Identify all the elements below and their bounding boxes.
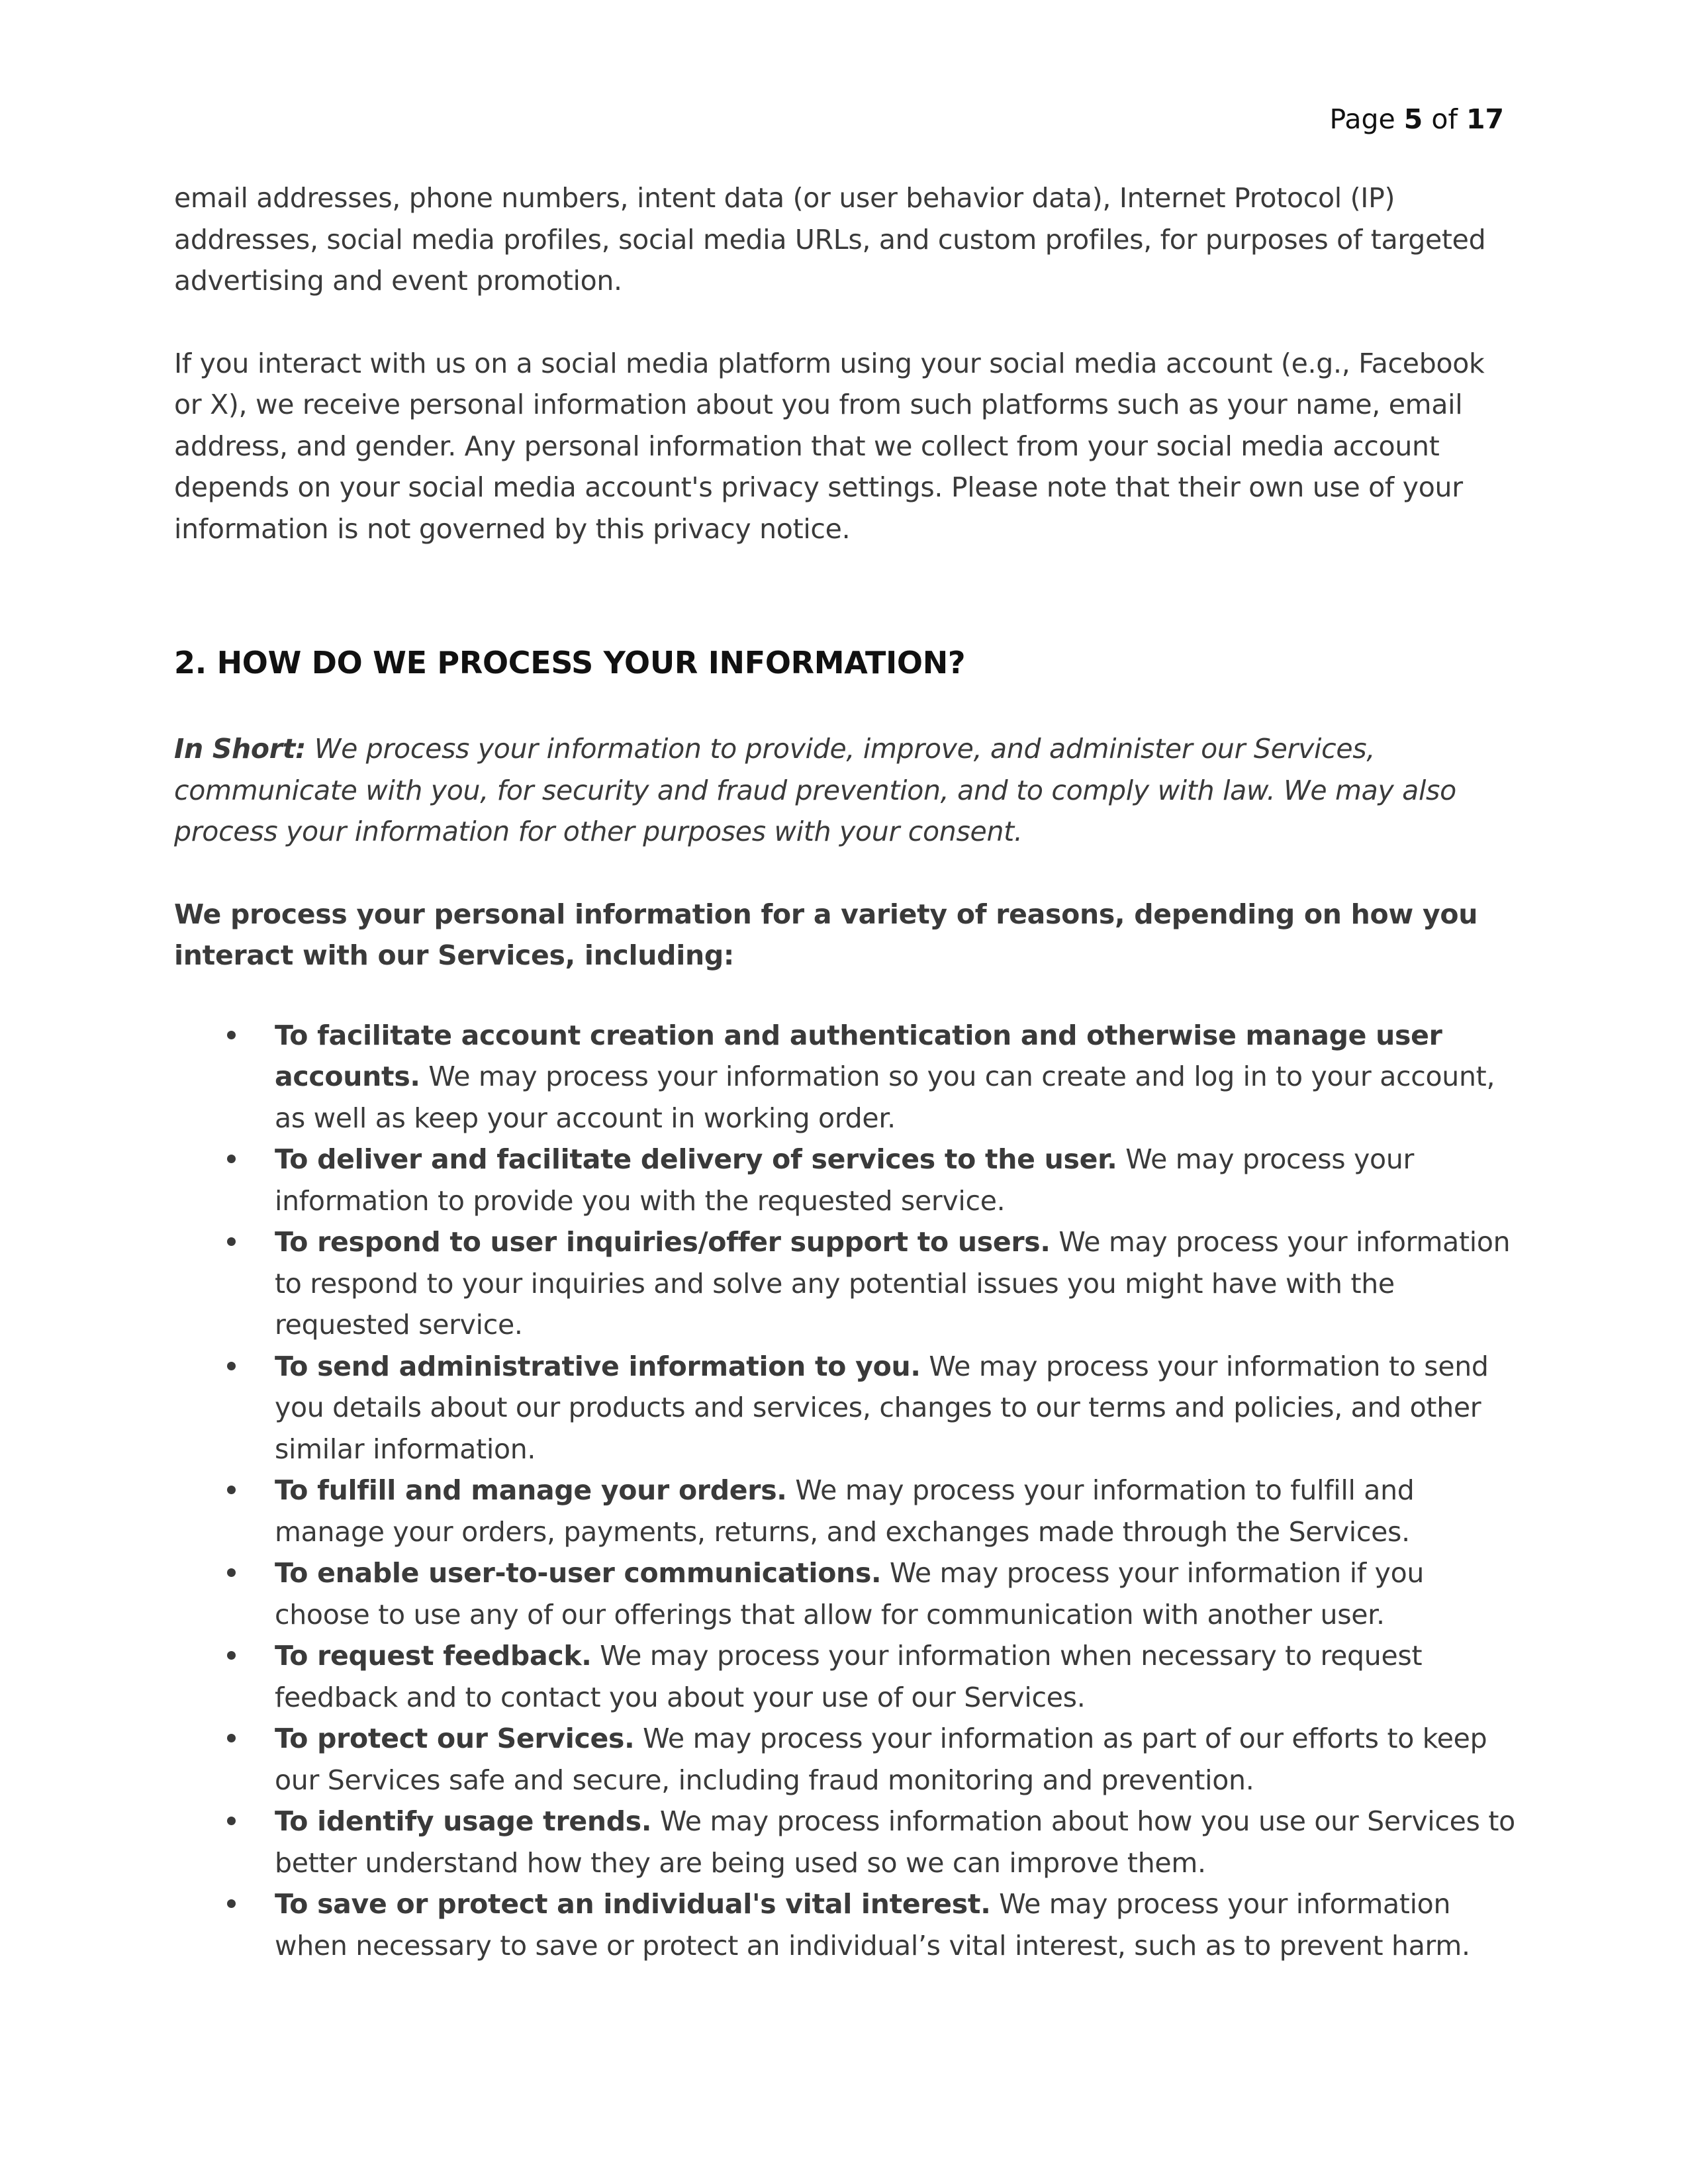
- reasons-list: [174, 1015, 1518, 1967]
- bullet-icon: [227, 1486, 236, 1494]
- list-item-text: We may process your information when necessary to save or protect an individual’s vital interest, such as to prevent harm.: [275, 1888, 1470, 1962]
- list-item-text: We may process your information to send you details about our products and services, changes to our terms and policies, and other similar information.: [275, 1350, 1489, 1465]
- list-item-lead: To send administrative information to you.: [275, 1350, 921, 1382]
- list-item: [174, 1552, 1518, 1635]
- list-item-text: We may process your information to provide you with the requested service.: [275, 1143, 1415, 1217]
- page-of: of: [1431, 103, 1458, 135]
- list-item-text: We may process your information to fulfill and manage your orders, payments, returns, and exchanges made through the Services.: [275, 1474, 1415, 1548]
- list-item: [174, 1718, 1518, 1801]
- list-item-lead: To deliver and facilitate delivery of services to the user.: [275, 1143, 1117, 1175]
- list-item-lead: To respond to user inquiries/offer support to users.: [275, 1226, 1051, 1258]
- bullet-icon: [227, 1237, 236, 1246]
- bullet-icon: [227, 1651, 236, 1660]
- page-current: 5: [1403, 103, 1423, 135]
- bullet-icon: [227, 1817, 236, 1825]
- paragraph-collected-data: email addresses, phone numbers, intent data (or user behavior data), Internet Protocol (IP) addresses, social media profiles, social media URLs, and custom profiles, for purposes of targeted advertising and event promotion.: [174, 182, 1486, 297]
- list-item-text: We may process your information as part of our efforts to keep our Services safe and secure, including fraud monitoring and prevention.: [275, 1723, 1487, 1796]
- list-item-lead: To enable user-to-user communications.: [275, 1557, 882, 1589]
- section-heading: 2. HOW DO WE PROCESS YOUR INFORMATION?: [174, 645, 966, 681]
- list-item-lead: To identify usage trends.: [275, 1805, 652, 1837]
- page-total: 17: [1466, 103, 1504, 135]
- reasons-intro: We process your personal information for a variety of reasons, depending on how you interact with our Services, including:: [174, 898, 1478, 971]
- paragraph-social-media: If you interact with us on a social media platform using your social media account (e.g., Facebook or X), we receive personal information about you from such platforms such as your name, email address, and gender. Any personal information that we collect from your social media account depends on your social media account's privacy settings. Please note that their own use of your information is not governed by this privacy notice.: [174, 347, 1485, 545]
- list-item: [174, 1139, 1518, 1221]
- list-item: [174, 1801, 1518, 1883]
- list-item-text: We may process your information when necessary to request feedback and to contact you about your use of our Services.: [275, 1640, 1423, 1713]
- bullet-icon: [227, 1031, 236, 1039]
- list-item-text: We may process information about how you use our Services to better understand how they are being used so we can improve them.: [275, 1805, 1515, 1879]
- list-item: [174, 1221, 1518, 1346]
- bullet-icon: [227, 1362, 236, 1370]
- list-item-lead: To request feedback.: [275, 1640, 592, 1672]
- list-item-lead: To save or protect an individual's vital interest.: [275, 1888, 991, 1920]
- list-item: [174, 1470, 1518, 1552]
- in-short-label: In Short:: [174, 733, 306, 765]
- list-item-text: We may process your information if you choose to use any of our offerings that allow for communication with another user.: [275, 1557, 1425, 1631]
- list-item-text: We may process your information to respond to your inquiries and solve any potential issues you might have with the requested service.: [275, 1226, 1511, 1341]
- page-prefix: Page: [1329, 103, 1395, 135]
- list-item-text: We may process your information so you can create and log in to your account, as well as keep your account in working order.: [275, 1061, 1495, 1134]
- list-item-lead: To fulfill and manage your orders.: [275, 1474, 787, 1506]
- bullet-icon: [227, 1734, 236, 1742]
- page-content: [174, 177, 1518, 1966]
- bullet-icon: [227, 1155, 236, 1163]
- bullet-icon: [227, 1568, 236, 1577]
- list-item: [174, 1883, 1518, 1966]
- list-item: [174, 1635, 1518, 1718]
- list-item-lead: To facilitate account creation and authentication and otherwise manage user accounts.: [275, 1019, 1442, 1092]
- list-item-lead: To protect our Services.: [275, 1723, 635, 1754]
- list-item: [174, 1015, 1518, 1139]
- bullet-icon: [227, 1899, 236, 1908]
- in-short-summary: [174, 728, 1518, 853]
- in-short-text: We process your information to provide, improve, and administer our Services, communicate with you, for security and fraud prevention, and to comply with law. We may also process your information for other purposes with your consent.: [174, 733, 1456, 847]
- list-item: [174, 1346, 1518, 1470]
- page-number: [1329, 101, 1504, 138]
